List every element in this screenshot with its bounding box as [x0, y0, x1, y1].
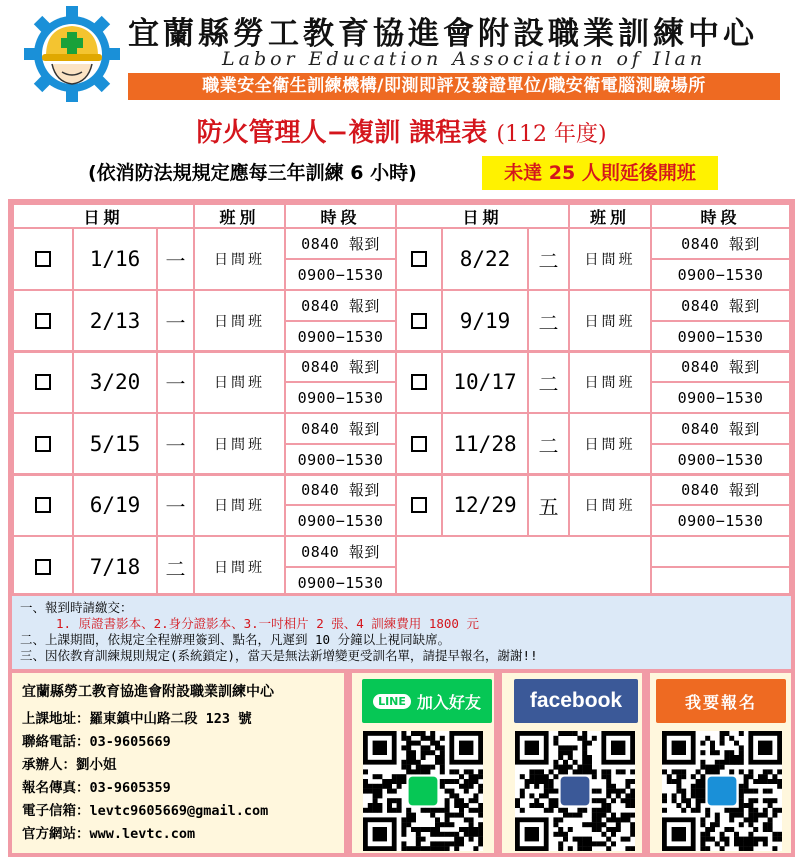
contact-email[interactable]: 電子信箱：levtc9605669@gmail.com	[22, 803, 269, 819]
session-date: 7/18	[72, 535, 158, 599]
notes-section	[8, 596, 795, 669]
enroll-checkbox[interactable]	[12, 227, 74, 291]
session-checkin-time: 0840 報到	[284, 535, 397, 568]
facebook-qr-code[interactable]	[515, 731, 635, 851]
header-time-left: 時段	[284, 203, 397, 229]
empty-cell	[395, 535, 652, 599]
enroll-checkbox[interactable]	[12, 350, 74, 414]
qr-code-line-icon	[363, 731, 483, 851]
page-title	[0, 112, 803, 149]
session-time: 0900−1530	[650, 381, 791, 414]
session-class: 日間班	[568, 412, 652, 476]
session-date: 1/16	[72, 227, 158, 291]
minimum-enrollment-notice: 未達 25 人則延後開班	[482, 156, 718, 190]
session-date: 5/15	[72, 412, 158, 476]
session-checkin-time: 0840 報到	[650, 412, 791, 445]
note-line-1: 一、報到時請繳交：	[20, 600, 133, 615]
contact-fax: 報名傳真：03-9605359	[22, 780, 171, 796]
contact-address: 上課地址：羅東鎮中山路二段 123 號	[22, 711, 252, 727]
session-class: 日間班	[193, 289, 286, 353]
session-weekday: 一	[156, 473, 195, 537]
session-checkin-time: 0840 報到	[284, 350, 397, 383]
qr-code-signup-icon	[662, 731, 782, 851]
session-checkin-time: 0840 報到	[284, 289, 397, 322]
header-class-left: 班別	[193, 203, 286, 229]
enroll-checkbox[interactable]	[395, 473, 443, 537]
checkbox-square[interactable]	[35, 251, 51, 267]
session-checkin-time: 0840 報到	[650, 350, 791, 383]
session-class: 日間班	[568, 473, 652, 537]
session-weekday: 二	[527, 289, 570, 353]
session-weekday: 一	[156, 227, 195, 291]
org-name: 宜蘭縣勞工教育協進會附設職業訓練中心	[128, 16, 758, 52]
session-class: 日間班	[193, 350, 286, 414]
empty-cell	[650, 566, 791, 599]
session-weekday: 一	[156, 289, 195, 353]
session-time: 0900−1530	[650, 258, 791, 291]
facebook-button[interactable]: facebook	[514, 679, 638, 723]
checkbox-square[interactable]	[35, 374, 51, 390]
signup-button[interactable]: 我要報名	[656, 679, 786, 723]
header	[0, 0, 803, 108]
session-checkin-time: 0840 報到	[284, 473, 397, 506]
session-date: 6/19	[72, 473, 158, 537]
session-date: 10/17	[441, 350, 529, 414]
session-weekday: 五	[527, 473, 570, 537]
note-line-3: 三、因依教育訓練規則規定(系統鎖定)，當天是無法新增變更受訓名單，請提早報名，謝謝!!	[20, 648, 538, 663]
session-checkin-time: 0840 報到	[284, 412, 397, 445]
checkbox-square[interactable]	[35, 559, 51, 575]
session-class: 日間班	[568, 289, 652, 353]
session-time: 0900−1530	[650, 504, 791, 537]
org-name-en: Labor Education Association of Ilan	[222, 48, 707, 70]
line-qr-code[interactable]	[363, 731, 483, 851]
session-time: 0900−1530	[650, 443, 791, 476]
contact-phone: 聯絡電話：03-9605669	[22, 734, 171, 750]
session-time: 0900−1530	[284, 566, 397, 599]
note-required-items: 1. 原證書影本、2.身分證影本、3.一吋相片 2 張、4 訓練費用 1800 元	[56, 616, 479, 631]
session-time: 0900−1530	[284, 381, 397, 414]
empty-cell	[650, 535, 791, 568]
contact-website[interactable]: 官方網站：www.levtc.com	[22, 826, 196, 842]
session-checkin-time: 0840 報到	[284, 227, 397, 260]
checkbox-square[interactable]	[411, 374, 427, 390]
title-main: 防火管理人−複訓 課程表	[196, 118, 488, 148]
session-weekday: 一	[156, 350, 195, 414]
session-time: 0900−1530	[284, 443, 397, 476]
enroll-checkbox[interactable]	[395, 412, 443, 476]
facebook-panel	[498, 669, 646, 857]
line-panel	[348, 669, 498, 857]
session-date: 9/19	[441, 289, 529, 353]
enroll-checkbox[interactable]	[12, 289, 74, 353]
org-tagline: 職業安全衛生訓練機構/即測即評及發證單位/職安衛電腦測驗場所	[128, 73, 780, 100]
session-date: 8/22	[441, 227, 529, 291]
checkbox-square[interactable]	[411, 497, 427, 513]
session-weekday: 二	[527, 350, 570, 414]
session-time: 0900−1530	[284, 504, 397, 537]
session-checkin-time: 0840 報到	[650, 473, 791, 506]
contact-info	[8, 669, 348, 857]
enroll-checkbox[interactable]	[395, 227, 443, 291]
checkbox-square[interactable]	[411, 251, 427, 267]
title-year: (112 年度)	[496, 122, 607, 147]
contact-org-name: 宜蘭縣勞工教育協進會附設職業訓練中心	[22, 684, 274, 700]
contact-person: 承辦人：劉小姐	[22, 757, 117, 773]
signup-qr-code[interactable]	[662, 731, 782, 851]
session-time: 0900−1530	[284, 320, 397, 353]
session-weekday: 一	[156, 412, 195, 476]
session-class: 日間班	[193, 227, 286, 291]
enroll-checkbox[interactable]	[12, 412, 74, 476]
enroll-checkbox[interactable]	[12, 535, 74, 599]
checkbox-square[interactable]	[411, 436, 427, 452]
checkbox-square[interactable]	[35, 313, 51, 329]
session-date: 3/20	[72, 350, 158, 414]
gear-cross-helmet-icon	[22, 4, 122, 104]
session-date: 12/29	[441, 473, 529, 537]
session-time: 0900−1530	[650, 320, 791, 353]
checkbox-square[interactable]	[35, 436, 51, 452]
note-line-2: 二、上課期間，依規定全程辦理簽到、點名，凡遲到 10 分鐘以上視同缺席。	[20, 632, 451, 647]
qr-code-facebook-icon	[515, 731, 635, 851]
line-add-friend-button[interactable]	[362, 679, 492, 723]
line-logo-icon: LINE	[373, 694, 411, 709]
checkbox-square[interactable]	[35, 497, 51, 513]
header-date-left: 日期	[12, 203, 195, 229]
signup-panel	[646, 669, 795, 857]
enroll-checkbox[interactable]	[395, 289, 443, 353]
session-weekday: 二	[156, 535, 195, 599]
session-class: 日間班	[193, 535, 286, 599]
line-add-friend-label: 加入好友	[416, 692, 481, 712]
schedule-table	[8, 199, 795, 597]
session-class: 日間班	[193, 473, 286, 537]
session-weekday: 二	[527, 227, 570, 291]
header-date-right: 日期	[395, 203, 570, 229]
session-class: 日間班	[193, 412, 286, 476]
subtitle: (依消防法規規定應每三年訓練 6 小時)	[88, 162, 417, 184]
session-class: 日間班	[568, 227, 652, 291]
enroll-checkbox[interactable]	[12, 473, 74, 537]
session-time: 0900−1530	[284, 258, 397, 291]
session-date: 11/28	[441, 412, 529, 476]
header-time-right: 時段	[650, 203, 791, 229]
checkbox-square[interactable]	[411, 313, 427, 329]
session-checkin-time: 0840 報到	[650, 227, 791, 260]
session-date: 2/13	[72, 289, 158, 353]
header-class-right: 班別	[568, 203, 652, 229]
session-weekday: 二	[527, 412, 570, 476]
session-checkin-time: 0840 報到	[650, 289, 791, 322]
enroll-checkbox[interactable]	[395, 350, 443, 414]
session-class: 日間班	[568, 350, 652, 414]
